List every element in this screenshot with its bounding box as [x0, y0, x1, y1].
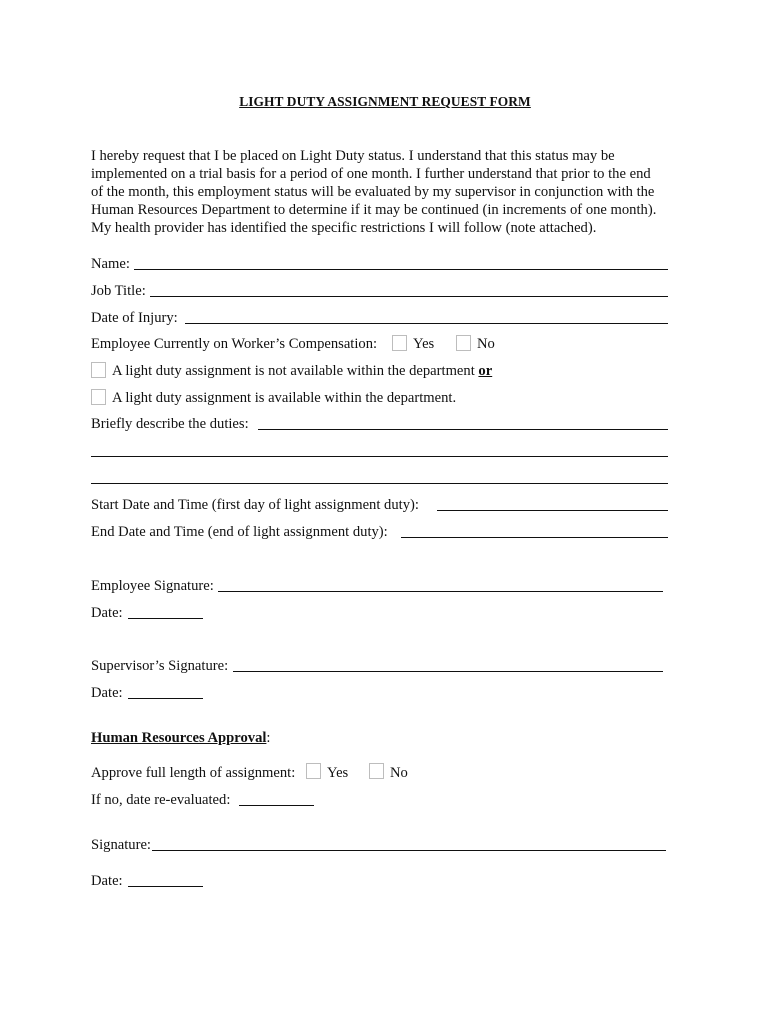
or-text: or	[478, 363, 493, 379]
form-title: LIGHT DUTY ASSIGNMENT REQUEST FORM	[239, 94, 531, 109]
intro-paragraph	[91, 147, 691, 237]
describe-duties-label: Briefly describe the duties:	[91, 416, 249, 432]
hr-approval-heading	[91, 729, 270, 747]
job-title-field[interactable]	[150, 296, 668, 297]
end-date-label: End Date and Time (end of light assignment duty):	[91, 524, 388, 540]
end-date-field[interactable]	[401, 537, 668, 538]
available-label: A light duty assignment is available within the department.	[112, 390, 457, 406]
date-of-injury-field[interactable]	[185, 323, 668, 324]
employee-signature-field[interactable]	[218, 591, 663, 592]
employee-date-field[interactable]	[128, 618, 203, 619]
start-date-field[interactable]	[437, 510, 668, 511]
not-available-checkbox[interactable]	[91, 362, 106, 378]
job-title-label: Job Title:	[91, 283, 146, 299]
approve-yes-label: Yes	[327, 765, 349, 781]
approve-full-label: Approve full length of assignment:	[91, 765, 296, 781]
supervisor-signature-label: Supervisor’s Signature:	[91, 658, 229, 674]
workers-comp-yes-label: Yes	[413, 336, 435, 352]
workers-comp-yes-checkbox[interactable]	[392, 335, 407, 351]
name-field[interactable]	[134, 269, 668, 270]
supervisor-date-label: Date:	[91, 685, 123, 701]
reevaluated-label: If no, date re-evaluated:	[91, 792, 231, 808]
intro-line: Human Resources Department to determine if it may be continued (in increments of one month).	[91, 202, 657, 218]
not-available-text: A light duty assignment is not available within the department	[112, 363, 475, 379]
hr-signature-label: Signature:	[91, 837, 151, 853]
hr-date-label: Date:	[91, 873, 123, 889]
reevaluated-date-field[interactable]	[239, 805, 314, 806]
approve-no-label: No	[390, 765, 408, 781]
name-label: Name:	[91, 256, 130, 272]
hr-approval-colon: :	[266, 730, 271, 746]
not-available-label	[112, 362, 492, 380]
hr-signature-field[interactable]	[152, 850, 666, 851]
intro-line: My health provider has identified the specific restrictions I will follow (note attached).	[91, 220, 597, 236]
approve-no-checkbox[interactable]	[369, 763, 384, 779]
workers-comp-no-label: No	[477, 336, 495, 352]
intro-line: implemented on a trial basis for a period of one month. I further understand that prior to the end	[91, 166, 651, 182]
describe-duties-line-3[interactable]	[91, 483, 668, 484]
supervisor-date-field[interactable]	[128, 698, 203, 699]
intro-line: of the month, this employment status will be evaluated by my supervisor in conjunction with the	[91, 184, 655, 200]
employee-date-label: Date:	[91, 605, 123, 621]
describe-duties-line-2[interactable]	[91, 456, 668, 457]
available-checkbox[interactable]	[91, 389, 106, 405]
approve-yes-checkbox[interactable]	[306, 763, 321, 779]
hr-approval-text: Human Resources Approval	[91, 730, 267, 746]
intro-line: I hereby request that I be placed on Light Duty status. I understand that this status may be	[91, 148, 615, 164]
describe-duties-field[interactable]	[258, 429, 668, 430]
start-date-label: Start Date and Time (first day of light assignment duty):	[91, 497, 419, 513]
hr-date-field[interactable]	[128, 886, 203, 887]
workers-comp-label: Employee Currently on Worker’s Compensation:	[91, 336, 378, 352]
workers-comp-no-checkbox[interactable]	[456, 335, 471, 351]
date-of-injury-label: Date of Injury:	[91, 310, 178, 326]
supervisor-signature-field[interactable]	[233, 671, 663, 672]
employee-signature-label: Employee Signature:	[91, 578, 214, 594]
